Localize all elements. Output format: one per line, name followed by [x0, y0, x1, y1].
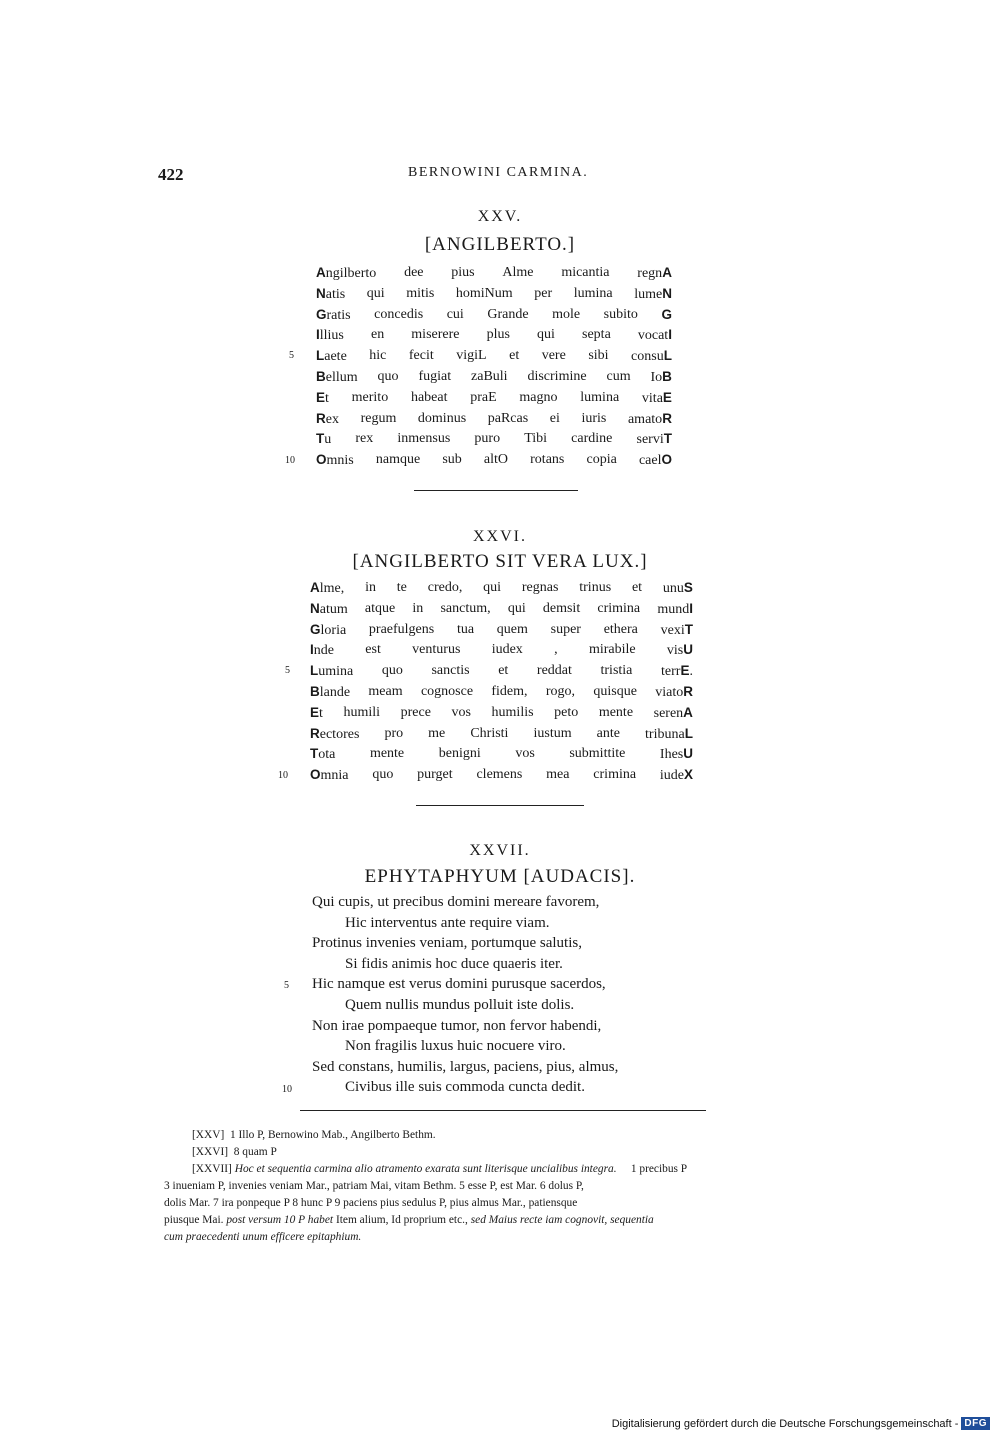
verse-word: Lumina — [310, 663, 354, 680]
verse-word: demsit — [542, 600, 581, 616]
verse-word: qui — [483, 580, 502, 595]
verse-line: Non irae pompaeque tumor, non fervor habendi, — [312, 1017, 602, 1034]
verse-word: fugiat — [418, 368, 452, 384]
verse-word: iudeX — [659, 767, 693, 784]
verse-word: sanctum, — [440, 600, 491, 616]
verse-word: humilis — [491, 704, 534, 720]
verse-word: mente — [598, 704, 634, 720]
verse-line — [310, 578, 693, 599]
verse-word: inmensus — [397, 431, 451, 447]
verse-word: quo — [372, 767, 394, 783]
verse-line — [316, 263, 672, 284]
verse-word: regnA — [637, 265, 672, 281]
dfg-credit — [612, 1417, 990, 1430]
verse-word: trinus — [579, 580, 612, 595]
verse-word: mole — [552, 306, 581, 322]
verse-word: et — [498, 663, 509, 679]
note-xxvii: [XXVII] Hoc et sequentia carmina alio atramento exarata sunt literisque uncialibus integra. 1 precibus P — [192, 1163, 688, 1175]
verse-word: consuL — [631, 348, 672, 365]
verse-word: humili — [343, 704, 381, 720]
verse-word: lumina — [573, 285, 613, 301]
verse-word: crimina — [593, 767, 637, 783]
verse-word: Gratis — [316, 306, 351, 323]
verse-word: , — [554, 642, 558, 658]
verse-line: Protinus invenies veniam, portumque salutis, — [312, 935, 582, 952]
verse-word: submittite — [569, 746, 626, 762]
verse-line: Hic namque est verus domini purusque sacerdos, — [312, 976, 606, 993]
verse-word: sibi — [588, 348, 609, 364]
verse-word: ethera — [603, 621, 638, 637]
verse-word: et — [631, 580, 643, 595]
verse-word: iudex — [491, 642, 523, 658]
verse-word: Natum — [310, 600, 348, 617]
verse-word: Omnia — [310, 767, 349, 784]
verse-line — [310, 620, 693, 641]
verse-line — [316, 429, 672, 450]
verse-word: vos — [451, 704, 471, 720]
acrostic-poem — [316, 263, 672, 471]
verse-word: cum — [606, 368, 631, 384]
verse-word: pro — [384, 725, 404, 741]
verse-word: per — [534, 285, 553, 301]
dfg-logo: DFG — [961, 1417, 990, 1430]
line-number: 5 — [289, 350, 294, 361]
verse-word: terrE. — [661, 663, 693, 680]
verse-word: hic — [369, 348, 387, 364]
verse-word: peto — [554, 704, 579, 720]
line-number: 10 — [285, 455, 295, 466]
verse-line — [310, 682, 693, 703]
verse-word: meam — [368, 683, 403, 699]
verse-line: Si fidis animis hoc duce quaeris iter. — [345, 955, 563, 972]
verse-word: vexiT — [660, 621, 693, 638]
verse-word: praefulgens — [368, 621, 435, 637]
verse-line: Non fragilis luxus huic nocuere viro. — [345, 1038, 566, 1055]
verse-word: visU — [666, 642, 693, 659]
verse-line — [316, 325, 672, 346]
verse-word: cui — [446, 306, 464, 322]
verse-word: qui — [507, 600, 526, 616]
verse-word: dominus — [417, 410, 467, 426]
verse-word: miserere — [411, 327, 460, 343]
verse-word: Tota — [310, 746, 336, 763]
verse-word: Rectores — [310, 725, 360, 742]
verse-word: mitis — [406, 285, 435, 301]
poem-title: [ANGILBERTO.] — [424, 234, 576, 255]
verse-word: serviT — [636, 431, 672, 448]
verse-word: est — [365, 642, 381, 658]
verse-word: fidem, — [491, 683, 528, 699]
poem-title: EPHYTAPHYUM [AUDACIS]. — [364, 866, 636, 887]
verse-word: Alme — [502, 265, 534, 280]
verse-word: mente — [369, 746, 405, 762]
verse-word: en — [370, 327, 385, 343]
verse-word: namque — [375, 452, 421, 468]
verse-word: benigni — [438, 746, 481, 762]
verse-line — [310, 661, 693, 682]
acrostic-poem — [310, 578, 693, 786]
verse-word: unuS — [662, 580, 693, 596]
verse-word: praE — [470, 389, 497, 405]
verse-word: in — [412, 600, 424, 616]
verse-word: Laete — [316, 348, 347, 365]
verse-word: rotans — [530, 452, 565, 468]
verse-word: fecit — [408, 348, 434, 364]
verse-word: sanctis — [431, 663, 470, 679]
verse-word: venturus — [412, 642, 461, 658]
verse-word: atque — [364, 600, 396, 616]
verse-word: Tibi — [524, 431, 548, 447]
verse-word: IhesU — [659, 746, 693, 763]
verse-word: septa — [582, 327, 611, 343]
verse-word: quisque — [593, 683, 637, 699]
line-number: 5 — [285, 665, 290, 676]
verse-word: quem — [496, 621, 528, 637]
verse-line — [310, 724, 693, 745]
verse-word: vitaE — [641, 389, 672, 406]
verse-word: iustum — [533, 725, 572, 741]
verse-word: homiNum — [455, 285, 513, 301]
verse-word: viatoR — [655, 683, 693, 700]
verse-line — [310, 599, 693, 620]
verse-word: magno — [519, 389, 558, 405]
verse-line — [310, 744, 693, 765]
verse-word: sub — [442, 452, 462, 468]
verse-word: reddat — [536, 663, 572, 679]
verse-word: Tu — [316, 431, 332, 448]
verse-word: quo — [377, 368, 399, 384]
verse-word: concedis — [374, 306, 424, 322]
verse-word: merito — [351, 389, 389, 405]
verse-word: amatoR — [627, 410, 672, 427]
verse-word: cognosce — [420, 683, 474, 699]
verse-word: qui — [366, 285, 385, 301]
credit-text: Digitalisierung gefördert durch die Deutsche Forschungsgemeinschaft - — [611, 1417, 959, 1430]
poem-title: [ANGILBERTO SIT VERA LUX.] — [352, 551, 648, 572]
verse-line: Sed constans, humilis, largus, paciens, pius, almus, — [312, 1058, 619, 1075]
verse-line: Quem nullis mundus polluit iste dolis. — [345, 996, 575, 1013]
verse-word: Inde — [310, 642, 334, 659]
verse-word: prece — [400, 704, 431, 720]
verse-word: Bellum — [316, 368, 358, 385]
verse-word: copia — [586, 452, 617, 468]
verse-word: ante — [596, 725, 620, 741]
verse-line — [310, 765, 693, 786]
verse-line — [316, 305, 672, 326]
note-xxvii-cont: cum praecedenti unum efficere epitaphium. — [164, 1231, 362, 1243]
verse-word: te — [396, 580, 407, 595]
verse-word: Alme, — [310, 580, 345, 596]
verse-word: Et — [310, 704, 323, 721]
verse-word: G — [661, 306, 672, 322]
note-xxvi: [XXVI] 8 quam P — [192, 1146, 277, 1158]
verse-word: crimina — [597, 600, 641, 616]
note-xxvii-cont: piusque Mai. post versum 10 P habet Item alium, Id proprium etc., sed Maius recte iam cognovit, sequentia — [164, 1214, 654, 1226]
verse-word: Et — [316, 389, 329, 406]
verse-word: me — [428, 725, 446, 741]
verse-line — [316, 450, 672, 471]
line-number: 10 — [278, 770, 288, 781]
verse-word: ei — [549, 410, 560, 426]
page-number: 422 — [158, 165, 184, 184]
verse-word: super — [550, 621, 581, 637]
note-xxvii-cont: 3 inueniam P, invenies veniam Mar., patriam Mai, vitam Bethm. 5 esse P, est Mar. 6 dolus P, — [164, 1180, 584, 1192]
note-xxv: [XXV] 1 Illo P, Bernowino Mab., Angilberto Bethm. — [192, 1129, 436, 1141]
verse-word: altO — [483, 452, 509, 468]
verse-word: credo, — [427, 580, 463, 595]
verse-word: plus — [486, 327, 510, 343]
verse-word: habeat — [410, 389, 448, 405]
note-xxvii-cont: dolis Mar. 7 ira ponpeque P 8 hunc P 9 paciens pius sedulus P, pius almus Mar., patiensque — [164, 1197, 578, 1209]
verse-word: cardine — [571, 431, 613, 447]
verse-word: purget — [417, 767, 453, 783]
verse-line — [316, 346, 672, 367]
verse-line — [310, 640, 693, 661]
verse-word: mundI — [657, 600, 693, 617]
verse-line — [316, 284, 672, 305]
verse-word: Grande — [487, 306, 529, 322]
verse-line — [316, 367, 672, 388]
line-number: 10 — [282, 1084, 292, 1095]
verse-word: mea — [546, 767, 570, 783]
section-rule — [414, 490, 578, 491]
line-number: 5 — [284, 980, 289, 991]
verse-word: regum — [360, 410, 397, 426]
verse-word: mirabile — [588, 642, 636, 658]
verse-word: Christi — [470, 725, 509, 741]
poem-number: XXVI. — [473, 528, 527, 545]
verse-word: lumina — [580, 389, 620, 405]
verse-word: paRcas — [487, 410, 529, 426]
verse-line — [316, 388, 672, 409]
verse-word: puro — [474, 431, 501, 447]
verse-word: micantia — [561, 265, 610, 280]
footnote-rule — [300, 1110, 706, 1111]
verse-word: tua — [456, 621, 475, 637]
verse-word: qui — [537, 327, 555, 343]
verse-word: vigiL — [456, 348, 487, 364]
verse-line: Hic interventus ante require viam. — [345, 914, 550, 931]
poem-number: XXV. — [477, 208, 523, 225]
verse-word: Rex — [316, 410, 339, 427]
verse-word: caelO — [638, 452, 672, 469]
verse-word: Angilberto — [316, 265, 377, 281]
verse-word: dee — [404, 265, 424, 280]
verse-word: Gloria — [310, 621, 347, 638]
verse-word: in — [365, 580, 376, 595]
poem-number: XXVII. — [469, 842, 531, 859]
verse-line — [310, 703, 693, 724]
footnotes — [164, 1127, 836, 1246]
verse-word: subito — [603, 306, 638, 322]
verse-word: Natis — [316, 285, 346, 302]
verse-word: quo — [381, 663, 403, 679]
verse-word: rogo, — [545, 683, 576, 699]
verse-word: tristia — [600, 663, 633, 679]
verse-word: rex — [355, 431, 374, 447]
verse-word: regnas — [521, 580, 559, 595]
elegiac-poem — [312, 892, 618, 1098]
verse-word: Omnis — [316, 452, 354, 469]
verse-word: vere — [541, 348, 566, 364]
verse-word: zaBuli — [471, 368, 508, 384]
section-rule — [416, 805, 584, 806]
verse-word: vocatI — [637, 327, 672, 344]
verse-word: vos — [515, 746, 535, 762]
verse-line — [316, 409, 672, 430]
verse-word: iuris — [581, 410, 607, 426]
verse-word: et — [509, 348, 520, 364]
verse-word: pius — [451, 265, 475, 280]
verse-word: Illius — [316, 327, 344, 344]
verse-line: Civibus ille suis commoda cuncta dedit. — [345, 1079, 585, 1096]
verse-line: Qui cupis, ut precibus domini mereare favorem, — [312, 894, 600, 910]
verse-word: discrimine — [527, 368, 587, 384]
verse-word: clemens — [476, 767, 523, 783]
verse-word: Blande — [310, 683, 351, 700]
verse-word: lumeN — [634, 285, 672, 302]
verse-word: tribunaL — [645, 725, 693, 742]
verse-word: IoB — [650, 368, 672, 385]
verse-word: serenA — [653, 704, 693, 721]
running-title: BERNOWINI CARMINA. — [408, 165, 589, 180]
